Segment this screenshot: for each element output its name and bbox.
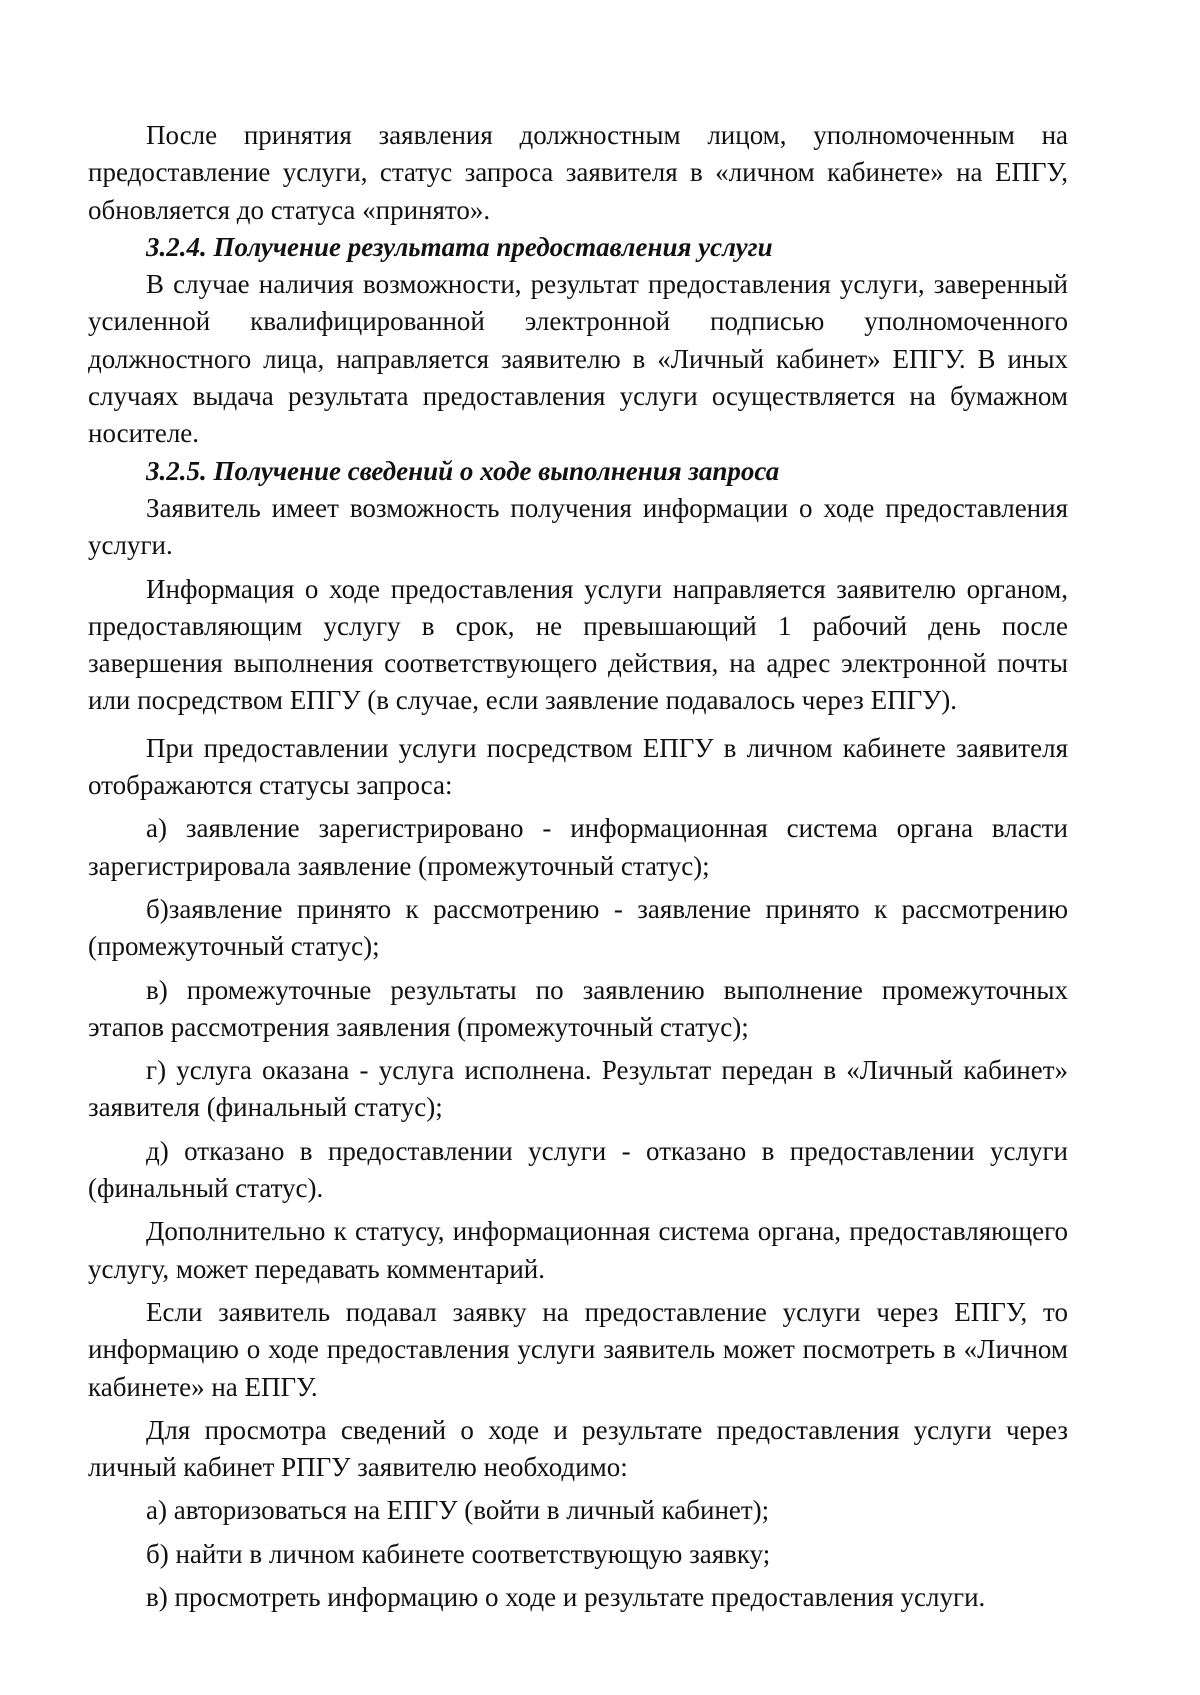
paragraph-result-delivery: В случае наличия возможности, результат предоставления услуги, заверенный усиленной квалифицированной электронной подписью уполномоченного должностного лица, направляется заявителю в «Личный кабинет» ЕПГУ. В иных случаях выдача результата предоставления услуги осуществляется на бумажном носителе. bbox=[88, 269, 1068, 449]
status-item-refused: д) отказано в предоставлении услуги - отказано в предоставлении услуги (финальный статус). bbox=[88, 1135, 1068, 1204]
step-item-authorize: а) авторизоваться на ЕПГУ (войти в личный кабинет); bbox=[146, 1495, 770, 1526]
status-item-registered: а) заявление зарегистрировано - информационная система органа власти зарегистрировала заявление (промежуточный статус); bbox=[88, 813, 1068, 881]
paragraph-statuses-intro: При предоставлении услуги посредством ЕПГУ в личном кабинете заявителя отображаются статусы запроса: bbox=[88, 732, 1068, 801]
step-item-find-application: б) найти в личном кабинете соответствующую заявку; bbox=[146, 1538, 771, 1569]
status-item-service-rendered: г) услуга оказана - услуга исполнена. Результат передан в «Личный кабинет» заявителя (финальный статус); bbox=[88, 1055, 1068, 1123]
paragraph-status-accepted: После принятия заявления должностным лицом, уполномоченным на предоставление услуги, статус запроса заявителя в «личном кабинете» на ЕПГУ, обновляется до статуса «принято». bbox=[88, 120, 1068, 225]
paragraph-additional-comment: Дополнительно к статусу, информационная система органа, предоставляющего услугу, может передавать комментарий. bbox=[88, 1216, 1068, 1284]
step-item-view-information: в) просмотреть информацию о ходе и результате предоставления услуги. bbox=[146, 1581, 986, 1612]
status-item-intermediate-results: в) промежуточные результаты по заявлению выполнение промежуточных этапов рассмотрения заявления (промежуточный статус); bbox=[88, 974, 1068, 1042]
section-heading-3-2-4: 3.2.4. Получение результата предоставления услуги bbox=[146, 231, 773, 262]
section-heading-3-2-5: 3.2.5. Получение сведений о ходе выполнения запроса bbox=[146, 455, 780, 486]
paragraph-view-steps-intro: Для просмотра сведений о ходе и результате предоставления услуги через личный кабинет РПГУ заявителю необходимо: bbox=[88, 1414, 1068, 1483]
paragraph-personal-account-view: Если заявитель подавал заявку на предоставление услуги через ЕПГУ, то информацию о ходе предоставления услуги заявитель может посмотреть в «Личном кабинете» на ЕПГУ. bbox=[88, 1296, 1068, 1402]
document-body bbox=[88, 117, 1068, 1616]
status-item-accepted: б)заявление принято к рассмотрению - заявление принято к рассмотрению (промежуточный статус); bbox=[88, 893, 1068, 962]
paragraph-progress-info-possibility: Заявитель имеет возможность получения информации о ходе предоставления услуги. bbox=[88, 492, 1068, 561]
paragraph-progress-info-delivery: Информация о ходе предоставления услуги направляется заявителю органом, предоставляющим услугу в срок, не превышающий 1 рабочий день после завершения выполнения соответствующего действия, на адрес электронной почты или посредством ЕПГУ (в случае, если заявление подавалось через ЕПГУ). bbox=[88, 573, 1068, 716]
